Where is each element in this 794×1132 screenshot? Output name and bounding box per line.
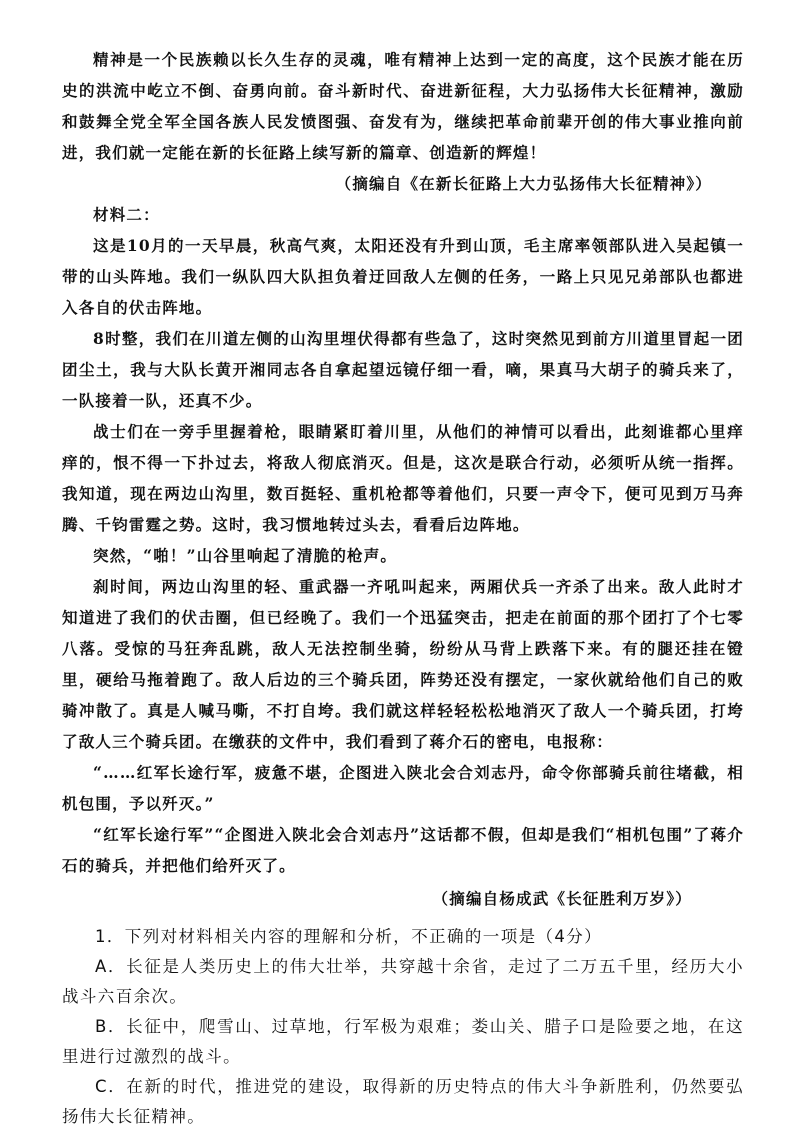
material-two-paragraph-7: “红军长途行军”“企图进入陕北会合刘志丹”这话都不假，但却是我们“相机包围”了蒋介石的骑兵，并把他们给歼灭了。 [62, 825, 744, 875]
material-two-paragraph-2: 8时整，我们在川道左侧的山沟里埋伏得都有些急了，这时突然见到前方川道里冒起一团团尘土，我与大队长黄开湘同志各自拿起望远镜仔细一看，嘀，果真马大胡子的骑兵来了，一队接着一队，还真不少。 [62, 329, 744, 410]
material-one-source: （摘编自《在新长征路上大力弘扬伟大长征精神》） [335, 174, 712, 193]
material-one-paragraph: 精神是一个民族赖以长久生存的灵魂，唯有精神上达到一定的高度，这个民族才能在历史的洪流中屹立不倒、奋勇向前。奋斗新时代、奋进新征程，大力弘扬伟大长征精神，激励和鼓舞全党全军全国各族人民发愤图强、奋发有为，继续把革命前辈开创的伟大事业推向前进，我们就一定能在新的长征路上续写新的篇章、创造新的辉煌！ [62, 50, 744, 162]
option-c[interactable]: C．在新的时代，推进党的建设，取得新的历史特点的伟大斗争新胜利，仍然要弘扬伟大长征精神。 [62, 1077, 744, 1126]
option-b[interactable]: B．长征中，爬雪山、过草地，行军极为艰难；娄山关、腊子口是险要之地，在这里进行过激烈的战斗。 [62, 1017, 744, 1066]
material-two-paragraph-3: 战士们在一旁手里握着枪，眼睛紧盯着川里，从他们的神情可以看出，此刻谁都心里痒痒的，恨不得一下扑过去，将敌人彻底消灭。但是，这次是联合行动，必须听从统一指挥。我知道，现在两边山沟里，数百挺轻、重机枪都等着他们，只要一声令下，便可见到万马奔腾、千钧雷霆之势。这时，我习惯地转过头去，看看后边阵地。 [62, 422, 744, 534]
material-two-paragraph-4: 突然，“啪！”山谷里响起了清脆的枪声。 [93, 546, 398, 565]
question-block [62, 922, 744, 1132]
material-two-heading: 材料二： [93, 205, 160, 224]
material-two-paragraph-1: 这是10月的一天早晨，秋高气爽，太阳还没有升到山顶，毛主席率领部队进入吴起镇一带的山头阵地。我们一纵队四大队担负着迂回敌人左侧的任务，一路上只见兄弟部队也都进入各自的伏击阵地。 [62, 236, 744, 317]
telegram-quote: “……红军长途行军，疲惫不堪，企图进入陕北会合刘志丹，命令你部骑兵前往堵截，相机包围，予以歼灭。” [62, 763, 744, 813]
option-a[interactable]: A．长征是人类历史上的伟大壮举，共穿越十余省，走过了二万五千里，经历大小战斗六百余次。 [62, 957, 744, 1006]
material-two-source: （摘编自杨成武《长征胜利万岁》） [432, 889, 692, 908]
question-stem: 1．下列对材料相关内容的理解和分析，不正确的一项是（4分） [95, 927, 603, 946]
material-two-paragraph-5: 刹时间，两边山沟里的轻、重武器一齐吼叫起来，两厢伏兵一齐杀了出来。敌人此时才知道进了我们的伏击圈，但已经晚了。我们一个迅猛突击，把走在前面的那个团打了个七零八落。受惊的马狂奔乱跳，敌人无法控制坐骑，纷纷从马背上跌落下来。有的腿还挂在镫里，硬给马拖着跑了。敌人后边的三个骑兵团，阵势还没有摆定，一家伙就给他们自己的败骑冲散了。真是人喊马嘶，不打自垮。我们就这样轻轻松松地消灭了敌人一个骑兵团，打垮了敌人三个骑兵团。在缴获的文件中，我们看到了蒋介石的密电，电报称： [62, 577, 744, 751]
